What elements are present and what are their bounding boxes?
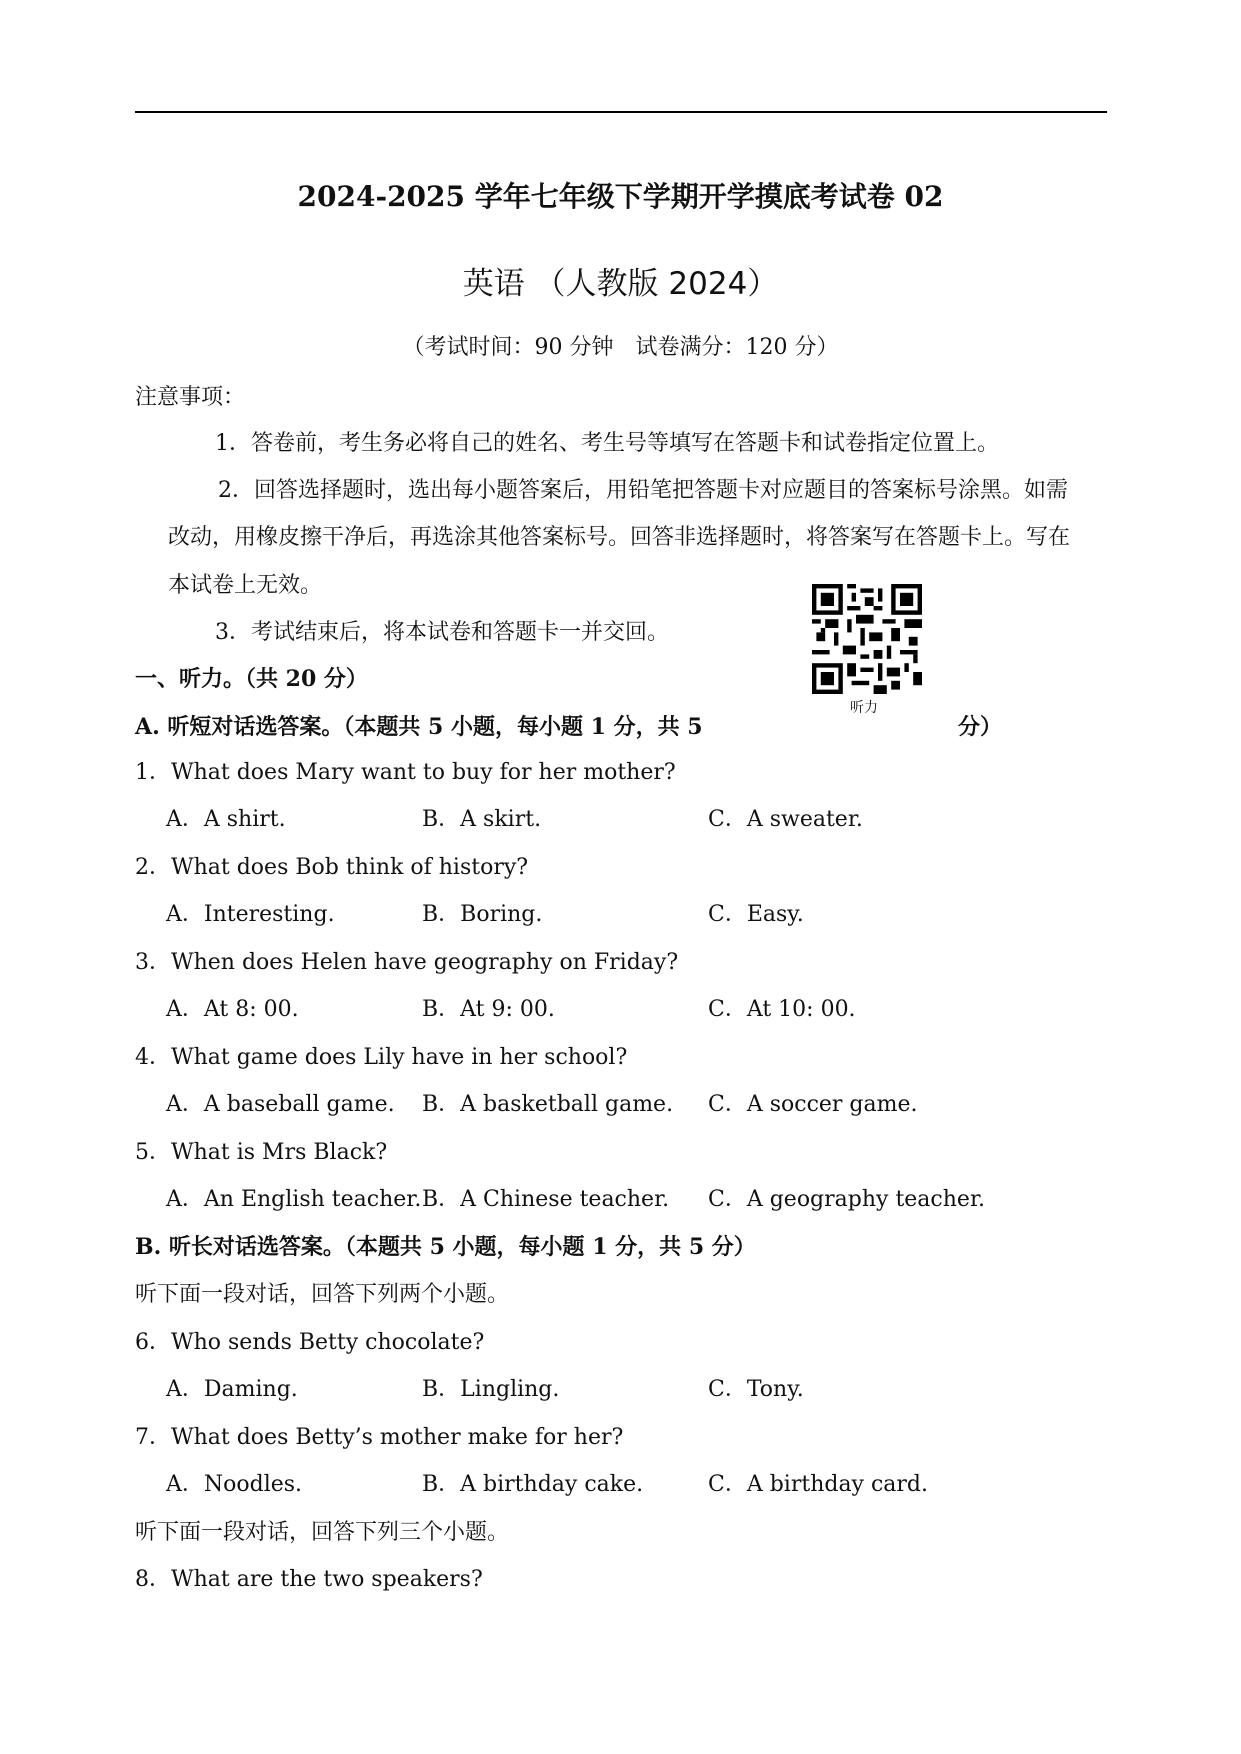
- part-a-heading: A. 听短对话选答案。（本题共 5 小题，每小题 1 分，共 5: [135, 714, 703, 740]
- q6-option-a: A．Daming.: [166, 1377, 298, 1402]
- q4-option-a: A．A baseball game.: [166, 1092, 395, 1117]
- q2-option-c: C．Easy.: [708, 902, 804, 927]
- qr-label: 听力: [850, 700, 878, 716]
- q1-option-b: B．A skirt.: [422, 807, 542, 832]
- q6-option-c: C．Tony.: [708, 1377, 804, 1402]
- note-item-2-line-2: 改动，用橡皮擦干净后，再选涂其他答案标号。回答非选择题时，将答案写在答题卡上。写在: [168, 525, 1071, 550]
- note-item-2-line-3: 本试卷上无效。: [168, 573, 323, 598]
- q3-option-c: C．At 10: 00.: [708, 997, 856, 1022]
- header-rule: [135, 111, 1107, 113]
- q5-option-b: B．A Chinese teacher.: [422, 1187, 670, 1212]
- q3-option-b: B．At 9: 00.: [422, 997, 555, 1022]
- q5-option-c: C．A geography teacher.: [708, 1187, 986, 1212]
- part-a-heading-end: 分）: [958, 714, 1003, 740]
- q4-option-b: B．A basketball game.: [422, 1092, 674, 1117]
- section-1-heading: 一、听力。（共 20 分）: [135, 666, 368, 692]
- q1-option-a: A．A shirt.: [166, 807, 286, 832]
- note-item-2-line-1: 2．回答选择题时，选出每小题答案后，用铅笔把答题卡对应题目的答案标号涂黑。如需: [218, 478, 1068, 503]
- q5-option-a: A．An English teacher.: [166, 1187, 422, 1212]
- note-item-3: 3．考试结束后，将本试卷和答题卡一并交回。: [215, 620, 669, 645]
- page-title: 2024-2025 学年七年级下学期开学摸底考试卷 02: [297, 180, 944, 213]
- listening-qr-code[interactable]: [812, 584, 922, 694]
- q6-option-b: B．Lingling.: [422, 1377, 560, 1402]
- q2-option-b: B．Boring.: [422, 902, 543, 927]
- q7-option-b: B．A birthday cake.: [422, 1472, 644, 1497]
- question-2: 2．What does Bob think of history?: [135, 855, 529, 880]
- q2-option-a: A．Interesting.: [166, 902, 335, 927]
- page-subtitle: 英语 （人教版 2024）: [462, 266, 779, 302]
- notes-heading: 注意事项：: [135, 385, 246, 410]
- dialogue-intro-1: 听下面一段对话，回答下列两个小题。: [135, 1282, 510, 1307]
- part-b-heading: B. 听长对话选答案。（本题共 5 小题，每小题 1 分，共 5 分）: [135, 1234, 756, 1260]
- question-1: 1．What does Mary want to buy for her mother?: [135, 760, 676, 785]
- q3-option-a: A．At 8: 00.: [166, 997, 299, 1022]
- question-7: 7．What does Betty’s mother make for her?: [135, 1425, 624, 1450]
- note-item-1: 1．答卷前，考生务必将自己的姓名、考生号等填写在答题卡和试卷指定位置上。: [215, 431, 999, 456]
- q4-option-c: C．A soccer game.: [708, 1092, 918, 1117]
- q7-option-c: C．A birthday card.: [708, 1472, 929, 1497]
- question-6: 6．Who sends Betty chocolate?: [135, 1330, 485, 1355]
- q1-option-c: C．A sweater.: [708, 807, 863, 832]
- exam-info: （考试时间：90 分钟 试卷满分：120 分）: [402, 335, 839, 360]
- question-5: 5．What is Mrs Black?: [135, 1140, 388, 1165]
- q7-option-a: A．Noodles.: [166, 1472, 303, 1497]
- dialogue-intro-2: 听下面一段对话，回答下列三个小题。: [135, 1520, 510, 1545]
- question-3: 3．When does Helen have geography on Friday?: [135, 950, 679, 975]
- question-8: 8．What are the two speakers?: [135, 1567, 483, 1592]
- question-4: 4．What game does Lily have in her school?: [135, 1045, 628, 1070]
